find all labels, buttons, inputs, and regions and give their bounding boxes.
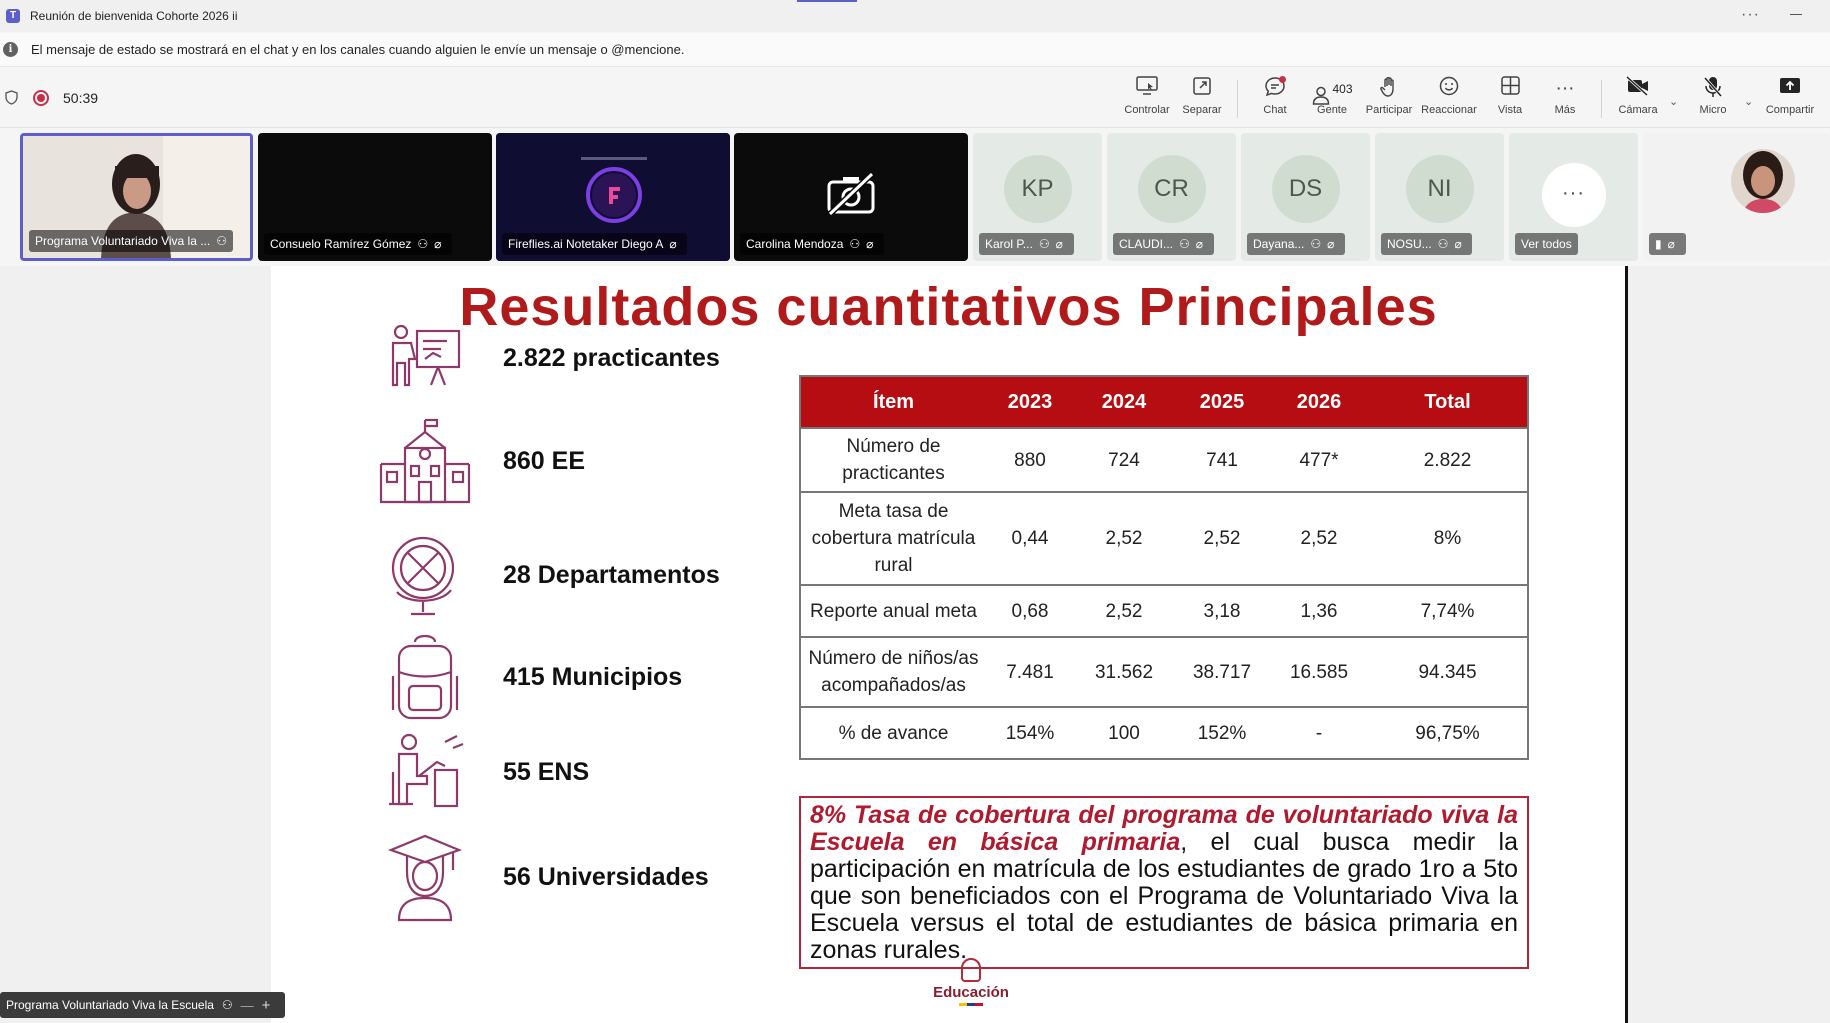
metric-text: 56 Universidades <box>503 862 709 891</box>
participant-name-tag <box>1247 233 1345 255</box>
table-cell: 477* <box>1270 428 1368 492</box>
participant-tile[interactable] <box>1107 133 1236 261</box>
see-all-tag <box>1515 233 1578 255</box>
metric-text: 28 Departamentos <box>503 560 720 589</box>
minimize-icon[interactable]: — <box>240 997 254 1013</box>
participant-name-tag <box>1113 233 1214 255</box>
coat-of-arms-icon <box>961 958 981 982</box>
table-row <box>800 707 1528 759</box>
presenter-name: Programa Voluntariado Viva la Escuela <box>6 998 214 1012</box>
meeting-toolbar <box>0 68 1830 128</box>
table-cell: 741 <box>1174 428 1270 492</box>
metric-item <box>375 313 735 403</box>
logo-text: Educación <box>933 984 1009 1001</box>
control-button[interactable] <box>1117 76 1177 124</box>
table-row <box>800 428 1528 492</box>
column-header: 2025 <box>1174 376 1270 428</box>
mic-button[interactable] <box>1683 76 1743 124</box>
participant-role-icon: ⚇ <box>1038 237 1050 251</box>
teams-app-icon: T <box>6 9 20 23</box>
participant-role-icon: ⚇ <box>221 998 233 1012</box>
grid-view-icon <box>1480 76 1540 102</box>
more-button[interactable] <box>1535 76 1595 124</box>
participant-name: Karol P... <box>985 237 1033 251</box>
table-cell: 1,36 <box>1270 585 1368 637</box>
slide-border <box>1625 266 1628 1023</box>
metric-item <box>375 727 735 817</box>
participant-name: Consuelo Ramírez Gómez <box>270 237 412 251</box>
metric-text: 415 Municipios <box>503 662 683 691</box>
note-highlight: 8% Tasa de cobertura del programa de voluntariado viva la Escuela en básica primaria <box>810 801 1518 856</box>
table-row <box>800 492 1528 585</box>
camera-button[interactable] <box>1608 76 1668 124</box>
student-desk-icon <box>375 727 475 817</box>
participant-role-icon: ⚇ <box>216 234 227 248</box>
mic-off-icon: ⌀ <box>669 237 677 251</box>
meeting-timer: 50:39 <box>63 90 99 106</box>
more-icon: ··· <box>1555 78 1575 99</box>
raise-hand-icon <box>1359 76 1419 102</box>
table-cell: 96,75% <box>1368 707 1528 759</box>
participant-tile[interactable] <box>973 133 1102 261</box>
table-cell: 3,18 <box>1174 585 1270 637</box>
mic-off-icon: ⌀ <box>1454 237 1462 251</box>
react-label: Reaccionar <box>1421 104 1477 116</box>
participant-name-tag <box>740 233 884 255</box>
see-all-button[interactable] <box>1509 133 1638 261</box>
avatar: KP <box>1004 155 1072 223</box>
metric-text: 860 EE <box>503 446 586 475</box>
people-count: 403 <box>1332 82 1353 96</box>
flag-stripe <box>959 1003 983 1006</box>
backpack-icon <box>375 632 475 722</box>
participant-name-tag <box>29 230 233 252</box>
table-cell: 2,52 <box>1174 492 1270 585</box>
minimize-button[interactable] <box>1790 14 1802 15</box>
chat-button[interactable] <box>1245 76 1305 124</box>
participant-role-icon: ⚇ <box>849 237 861 251</box>
table-cell: 724 <box>1074 428 1174 492</box>
pop-out-button[interactable] <box>1172 76 1232 124</box>
camera-off-icon <box>1608 76 1668 102</box>
participant-tile[interactable] <box>734 133 968 261</box>
participant-name: Carolina Mendoza <box>746 237 844 251</box>
participant-tile[interactable] <box>496 133 730 261</box>
mic-options-chevron-icon[interactable]: ⌄ <box>1744 96 1754 108</box>
table-cell: 0,44 <box>986 492 1074 585</box>
education-logo <box>911 958 1031 1006</box>
participant-name-tag <box>502 233 687 255</box>
shield-icon[interactable] <box>5 90 18 105</box>
shared-content-area <box>0 266 1830 1023</box>
table-cell: 154% <box>986 707 1074 759</box>
table-row <box>800 637 1528 707</box>
column-header: 2023 <box>986 376 1074 428</box>
mic-off-icon: ⌀ <box>1195 237 1204 251</box>
expand-icon[interactable]: + <box>261 996 271 1014</box>
toolbar-divider <box>1601 80 1602 118</box>
participant-role-icon: ⚇ <box>1179 237 1190 251</box>
camera-label: Cámara <box>1618 104 1658 116</box>
people-label: Gente <box>1317 104 1347 116</box>
column-header: Total <box>1368 376 1528 428</box>
table-cell: 38.717 <box>1174 637 1270 707</box>
column-header: 2024 <box>1074 376 1174 428</box>
participant-tile[interactable] <box>20 133 253 261</box>
presenter-pill[interactable] <box>0 992 285 1018</box>
react-button[interactable] <box>1419 76 1479 124</box>
table-row <box>800 585 1528 637</box>
metric-text: 2.822 practicantes <box>503 343 720 372</box>
table-cell: 2,52 <box>1074 492 1174 585</box>
more-options-icon[interactable]: ··· <box>1741 6 1760 23</box>
people-button[interactable] <box>1302 76 1362 124</box>
table-cell: 2.822 <box>1368 428 1528 492</box>
pop-out-icon <box>1172 76 1232 102</box>
participant-tile[interactable] <box>1375 133 1504 261</box>
coverage-note <box>799 796 1529 969</box>
metric-item <box>375 632 735 722</box>
mic-off-icon: ⌀ <box>866 237 874 251</box>
participant-role-icon: ⚇ <box>1437 237 1449 251</box>
info-icon: i <box>3 42 18 57</box>
share-label: Compartir <box>1765 104 1815 116</box>
table-cell: 7.481 <box>986 637 1074 707</box>
camera-options-chevron-icon[interactable]: ⌄ <box>1669 96 1679 108</box>
toolbar-divider <box>1237 80 1238 118</box>
self-view-tile[interactable] <box>1643 133 1830 261</box>
table-cell: 2,52 <box>1270 492 1368 585</box>
table-cell: 100 <box>1074 707 1174 759</box>
table-cell: 0,68 <box>986 585 1074 637</box>
mic-label: Micro <box>1699 104 1727 116</box>
see-all-label: Ver todos <box>1521 237 1572 251</box>
avatar <box>1723 141 1803 221</box>
participant-name: NOSU... <box>1387 237 1432 251</box>
participant-name-tag <box>1381 233 1472 255</box>
results-table <box>799 375 1529 760</box>
view-button[interactable] <box>1480 76 1540 124</box>
title-bar <box>0 0 1830 32</box>
share-icon <box>1760 76 1820 102</box>
note-body: , el cual busca medir la participación en matrícula de los estudiantes de grado 1ro a 5to que son beneficiados con el Programa de Voluntariado Viva la Escuela versus el total de estudiantes de básica primaria en zonas rurales. <box>810 828 1518 964</box>
participant-name: Programa Voluntariado Viva la ... <box>35 234 211 248</box>
signal-icon: ▮ <box>1655 237 1662 251</box>
table-cell: 880 <box>986 428 1074 492</box>
table-cell: Meta tasa de cobertura matrícula rural <box>800 492 986 585</box>
share-button[interactable] <box>1760 76 1820 124</box>
control-label: Controlar <box>1124 104 1170 116</box>
more-label: Más <box>1554 104 1576 116</box>
chat-icon <box>1245 76 1305 102</box>
pop-out-label: Separar <box>1182 104 1222 116</box>
metric-text: 55 ENS <box>503 757 590 786</box>
title-accent-line <box>797 0 857 2</box>
participant-name-tag <box>979 233 1074 255</box>
table-cell: Número de practicantes <box>800 428 986 492</box>
more-participants-icon: ··· <box>1542 163 1606 227</box>
participant-strip <box>0 129 1830 266</box>
table-cell: Número de niños/as acompañados/as <box>800 637 986 707</box>
raise-hand-button[interactable] <box>1359 76 1419 124</box>
table-cell: 8% <box>1368 492 1528 585</box>
self-status-tag <box>1649 233 1686 255</box>
column-header: 2026 <box>1270 376 1368 428</box>
avatar: DS <box>1272 155 1340 223</box>
metric-item <box>375 832 735 922</box>
participant-role-icon: ⚇ <box>417 237 429 251</box>
globe-icon <box>375 530 475 620</box>
mic-off-icon: ⌀ <box>1327 237 1335 251</box>
table-header-row <box>800 376 1528 428</box>
presentation-slide <box>271 266 1626 1023</box>
table-cell: 94.345 <box>1368 637 1528 707</box>
chat-unread-badge <box>1279 76 1286 83</box>
chat-label: Chat <box>1263 104 1287 116</box>
camera-off-icon <box>826 173 876 215</box>
control-icon <box>1117 76 1177 102</box>
table-cell: 2,52 <box>1074 585 1174 637</box>
raise-hand-label: Participar <box>1365 104 1413 116</box>
metric-item <box>375 530 735 620</box>
table-cell: Reporte anual meta <box>800 585 986 637</box>
participant-name: Fireflies.ai Notetaker Diego A <box>508 237 664 251</box>
mic-off-icon: ⌀ <box>434 237 442 251</box>
participant-name: CLAUDI... <box>1119 237 1174 251</box>
table-cell: % de avance <box>800 707 986 759</box>
participant-tile[interactable] <box>1241 133 1370 261</box>
table-cell: 152% <box>1174 707 1270 759</box>
window-title: Reunión de bienvenida Cohorte 2026 ii <box>30 9 238 23</box>
table-cell: - <box>1270 707 1368 759</box>
graduate-icon <box>375 832 475 922</box>
teacher-board-icon <box>375 313 475 403</box>
status-banner <box>0 33 1830 67</box>
people-icon <box>1302 76 1362 102</box>
recording-icon <box>33 90 49 106</box>
participant-name: Dayana... <box>1253 237 1305 251</box>
table-cell: 7,74% <box>1368 585 1528 637</box>
banner-text: El mensaje de estado se mostrará en el chat y en los canales cuando alguien le envíe un mensaje o @mencione. <box>31 42 685 57</box>
mic-off-icon: ⌀ <box>1667 237 1675 251</box>
mic-off-icon <box>1683 76 1743 102</box>
school-icon <box>375 416 475 506</box>
slide-title: Resultados cuantitativos Principales <box>459 277 1438 337</box>
view-label: Vista <box>1497 104 1523 116</box>
column-header: Ítem <box>800 376 986 428</box>
participant-role-icon: ⚇ <box>1310 237 1322 251</box>
participant-tile[interactable] <box>258 133 492 261</box>
mic-off-icon: ⌀ <box>1055 237 1063 251</box>
metric-item <box>375 416 735 506</box>
avatar: CR <box>1138 155 1206 223</box>
smiley-icon <box>1419 76 1479 102</box>
participant-name-tag <box>264 233 452 255</box>
table-cell: 31.562 <box>1074 637 1174 707</box>
table-cell: 16.585 <box>1270 637 1368 707</box>
avatar: NI <box>1406 155 1474 223</box>
